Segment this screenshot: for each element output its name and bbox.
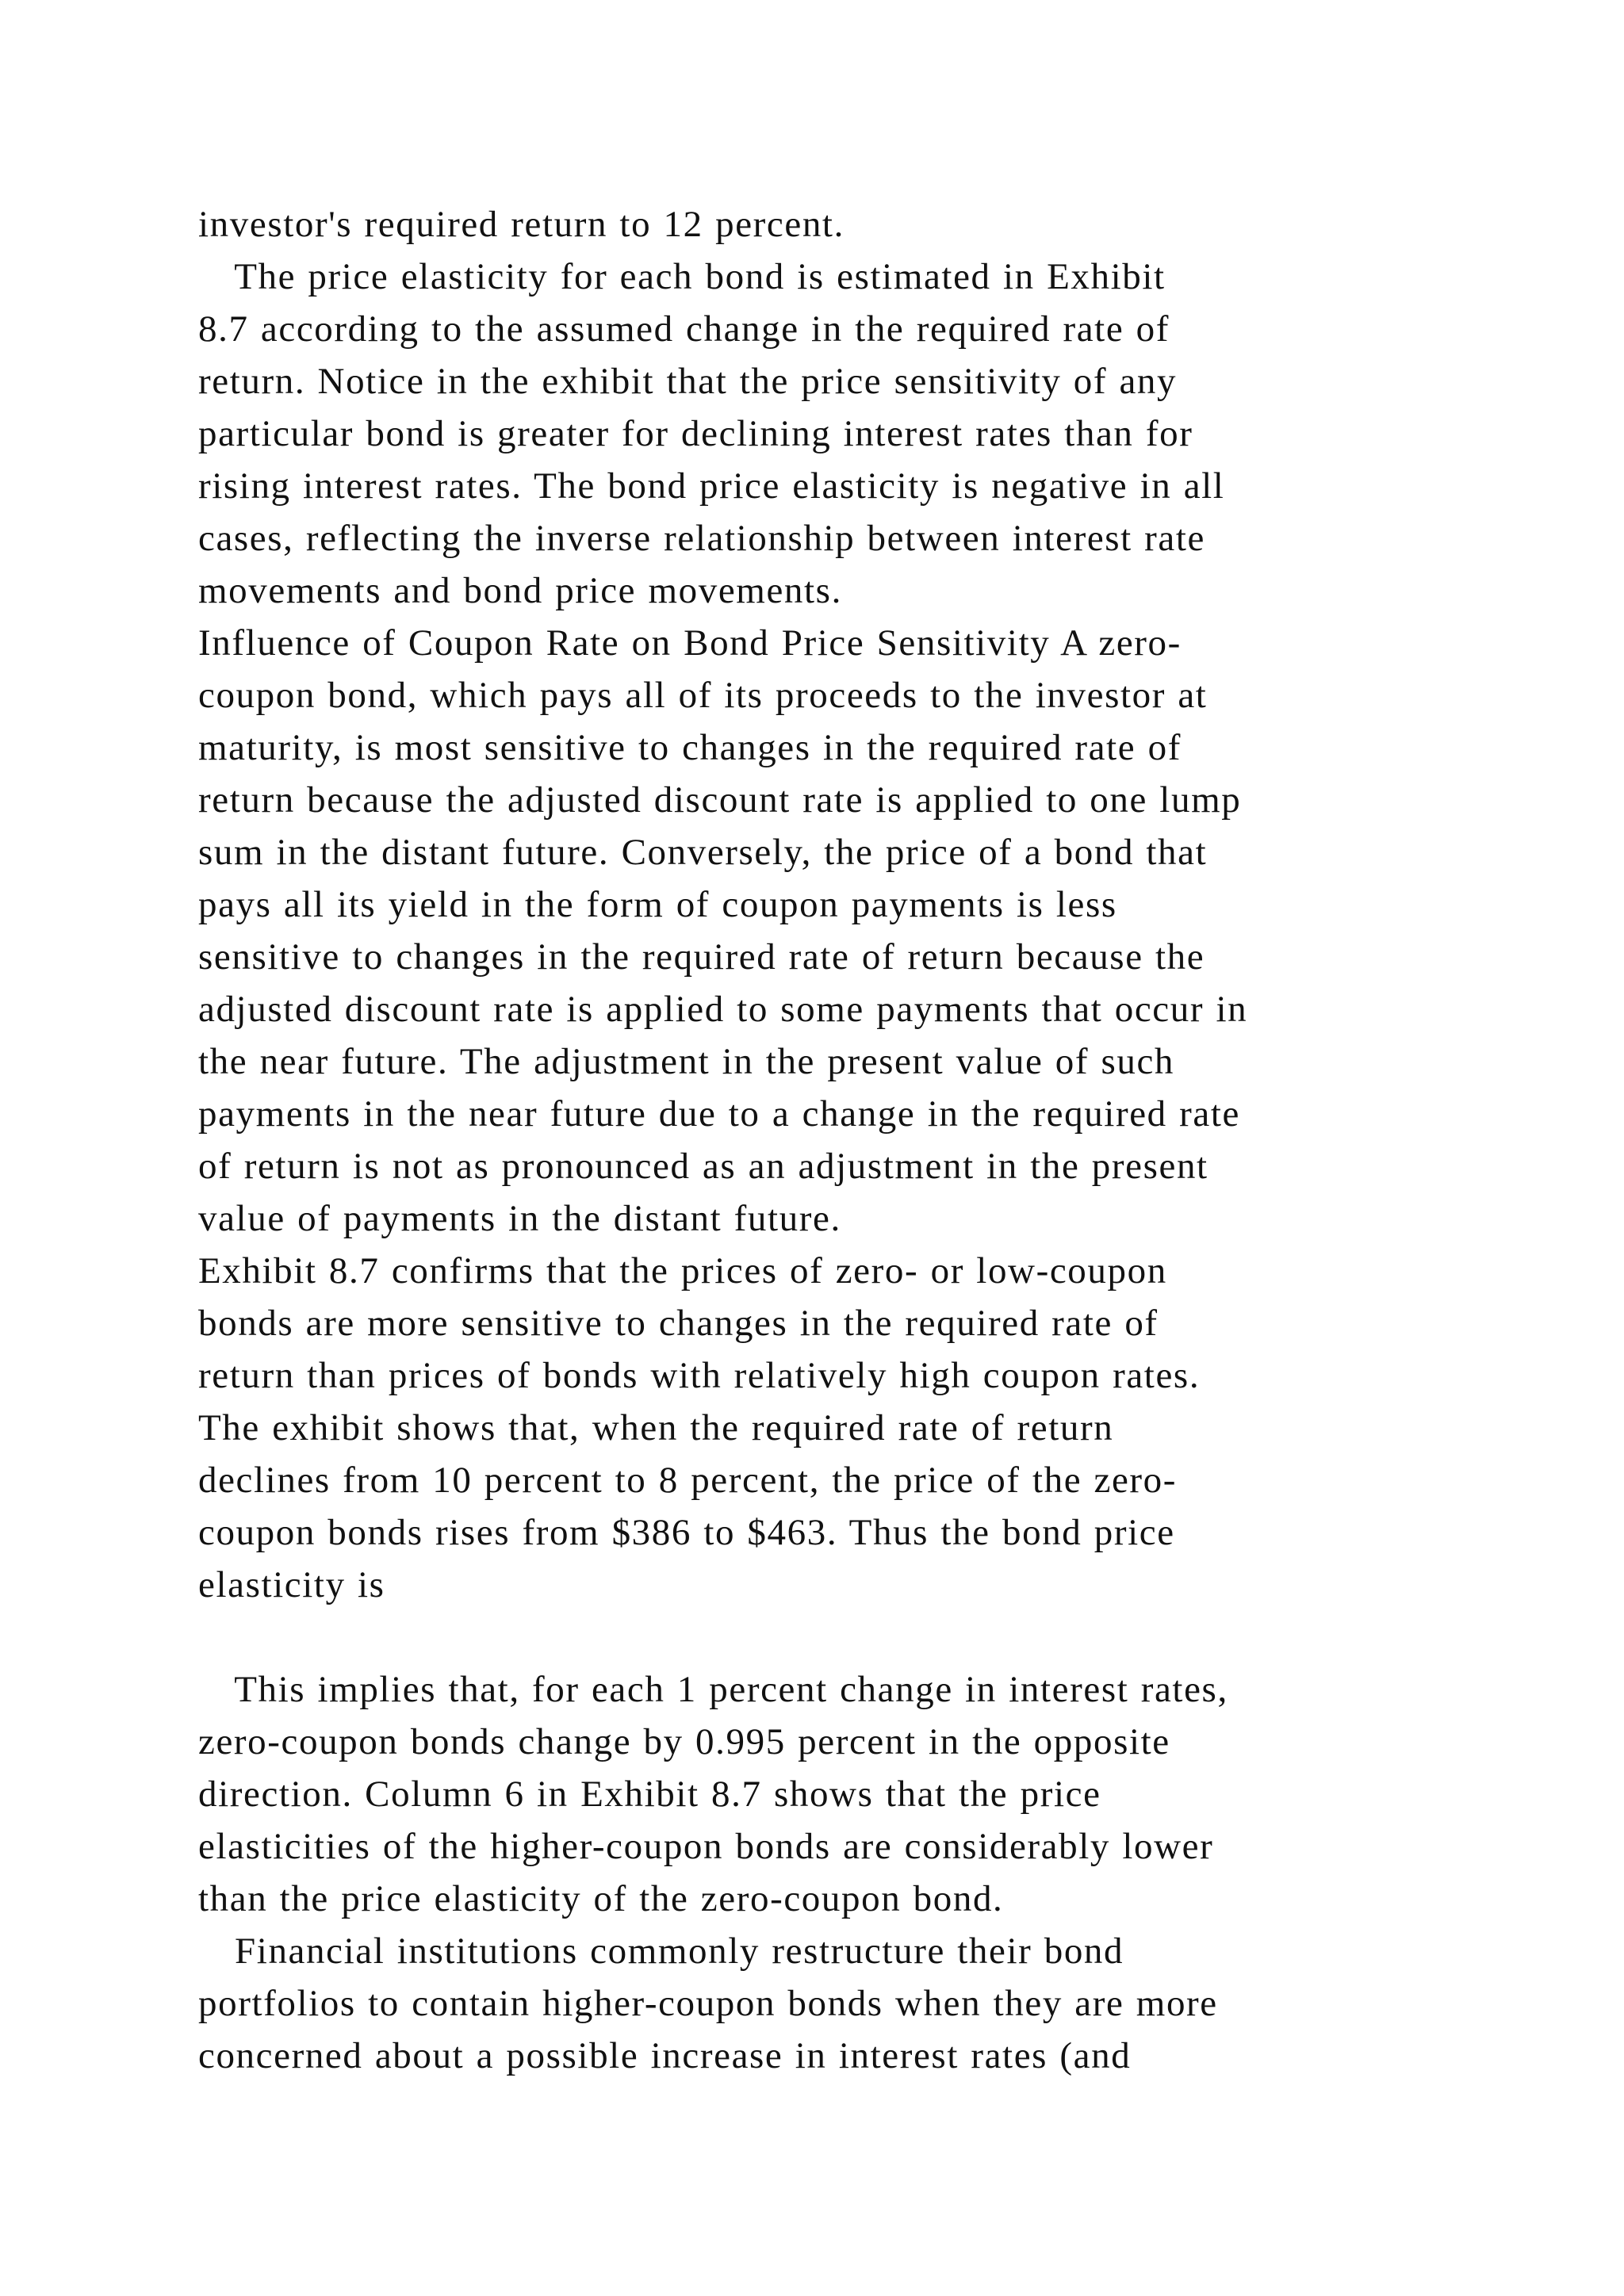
text-line: declines from 10 percent to 8 percent, the price of the zero- [198, 1460, 1178, 1501]
text-line: 8.7 according to the assumed change in the required rate of [198, 308, 1170, 350]
text-line: the near future. The adjustment in the present value of such [198, 1041, 1175, 1082]
text-line: sensitive to changes in the required rate of return because the [198, 936, 1205, 978]
text-line: payments in the near future due to a change in the required rate [198, 1093, 1240, 1135]
text-line: Financial institutions commonly restructure their bond [198, 1931, 1124, 1972]
text-line: return because the adjusted discount rate is applied to one lump [198, 779, 1242, 821]
text-line: adjusted discount rate is applied to some payments that occur in [198, 989, 1248, 1030]
text-line: of return is not as pronounced as an adjustment in the present [198, 1146, 1208, 1187]
text-line: coupon bond, which pays all of its proceeds to the investor at [198, 675, 1208, 716]
text-line: zero-coupon bonds change by 0.995 percent in the opposite [198, 1721, 1170, 1762]
text-line: This implies that, for each 1 percent change in interest rates, [198, 1669, 1228, 1710]
text-line: elasticities of the higher-coupon bonds are considerably lower [198, 1826, 1214, 1867]
text-line: sum in the distant future. Conversely, the price of a bond that [198, 832, 1208, 873]
body-text [198, 198, 1546, 2082]
text-line: return. Notice in the exhibit that the price sensitivity of any [198, 361, 1178, 402]
text-line: return than prices of bonds with relatively high coupon rates. [198, 1355, 1201, 1396]
text-line: Influence of Coupon Rate on Bond Price Sensitivity A zero- [198, 622, 1182, 664]
text-line: pays all its yield in the form of coupon payments is less [198, 884, 1117, 925]
text-line: coupon bonds rises from $386 to $463. Thus the bond price [198, 1512, 1175, 1553]
text-line: investor's required return to 12 percent. [198, 204, 845, 245]
text-line: portfolios to contain higher-coupon bonds when they are more [198, 1983, 1218, 2024]
text-line: value of payments in the distant future. [198, 1198, 841, 1239]
text-line: movements and bond price movements. [198, 570, 842, 611]
text-line: The price elasticity for each bond is estimated in Exhibit [198, 256, 1166, 297]
text-line: concerned about a possible increase in interest rates (and [198, 2035, 1132, 2076]
text-line: elasticity is [198, 1564, 385, 1605]
text-line: than the price elasticity of the zero-coupon bond. [198, 1878, 1004, 1919]
text-line: rising interest rates. The bond price elasticity is negative in all [198, 465, 1225, 507]
blank-line [198, 1611, 1546, 1663]
text-line: Exhibit 8.7 confirms that the prices of zero- or low-coupon [198, 1250, 1167, 1292]
text-line: direction. Column 6 in Exhibit 8.7 shows that the price [198, 1774, 1101, 1815]
text-line: particular bond is greater for declining interest rates than for [198, 413, 1193, 454]
text-line: maturity, is most sensitive to changes in the required rate of [198, 727, 1182, 768]
text-line: cases, reflecting the inverse relationship between interest rate [198, 518, 1206, 559]
text-line: bonds are more sensitive to changes in the required rate of [198, 1303, 1159, 1344]
text-line: The exhibit shows that, when the required rate of return [198, 1407, 1114, 1448]
